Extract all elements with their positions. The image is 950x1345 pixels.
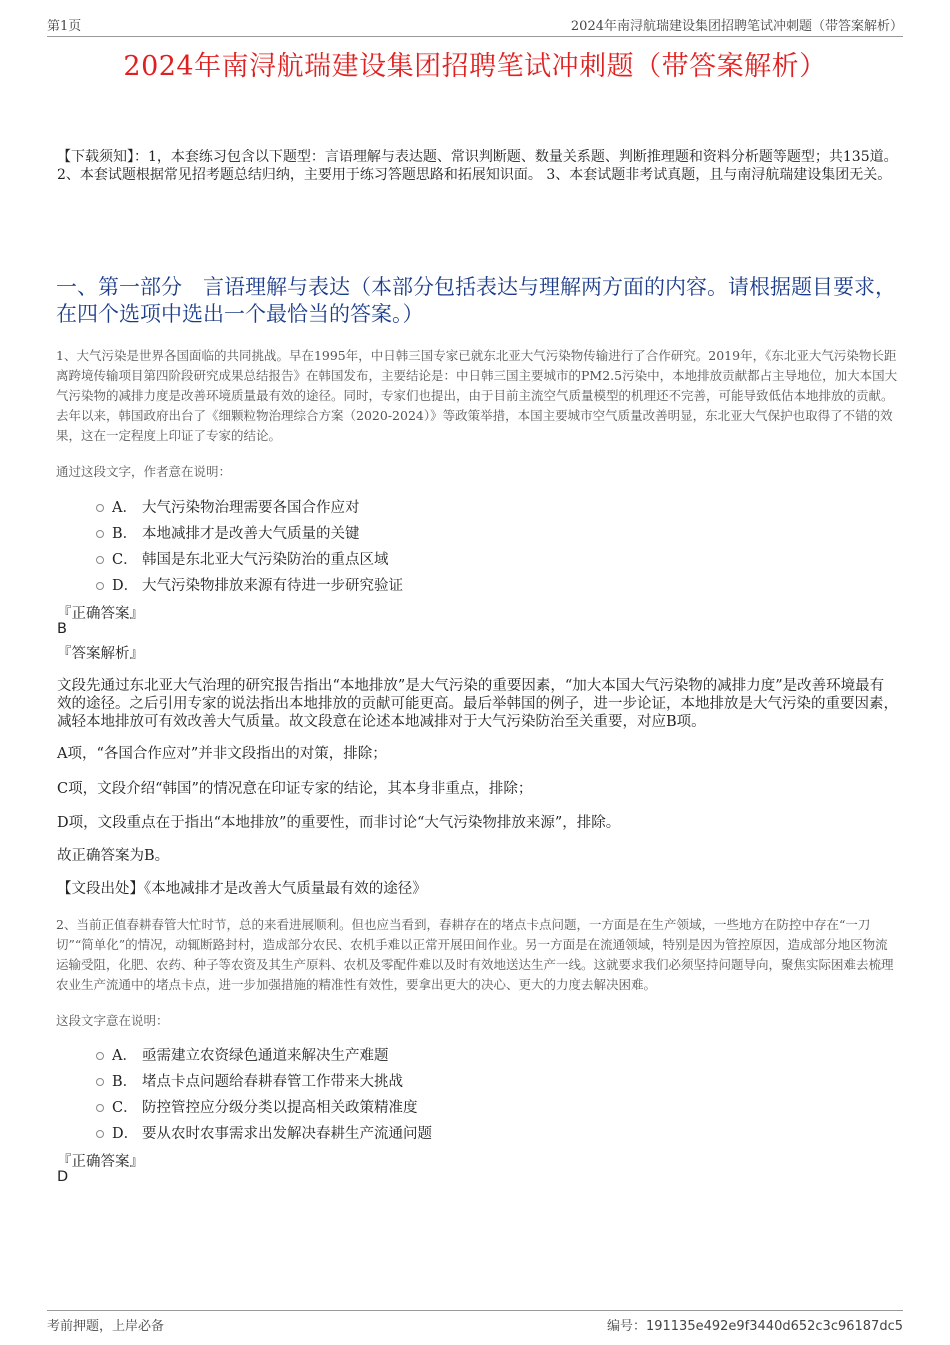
option-a[interactable]: A． 大气污染物治理需要各国合作应对 <box>96 493 403 519</box>
answer-label: 『正确答案』 <box>57 1154 144 1170</box>
analysis-conclusion: 故正确答案为B。 <box>57 848 170 864</box>
analysis-line-d: D项，文段重点在于指出“本地排放”的重要性，而非讨论“大气污染物排放来源”，排除。 <box>57 815 621 831</box>
option-c[interactable]: C． 韩国是东北亚大气污染防治的重点区域 <box>96 545 403 571</box>
question-1-options <box>96 493 403 597</box>
analysis-line-a: A项，“各国合作应对”并非文段指出的对策，排除； <box>57 746 387 762</box>
radio-icon[interactable] <box>96 504 104 512</box>
radio-icon[interactable] <box>96 582 104 590</box>
analysis-paragraph: 文段先通过东北亚大气治理的研究报告指出“本地排放”是大气污染的重要因素，“加大本国大气污染物的减排力度”是改善环境最有效的途径。之后引用专家的说法指出本地排放的贡献可能更高。最后举韩国的例子，进一步论证，本地排放是大气污染的重要因素，减轻本地排放可有效改善大气质量。故文段意在论述本地减排对于大气污染防治至关重要，对应B项。 <box>57 678 898 730</box>
section-heading: 一、第一部分 言语理解与表达（本部分包括表达与理解两方面的内容。请根据题目要求，在四个选项中选出一个最恰当的答案。） <box>56 275 896 326</box>
option-b[interactable]: B． 堵点卡点问题给春耕春管工作带来大挑战 <box>96 1067 432 1093</box>
header-doc-title: 2024年南浔航瑞建设集团招聘笔试冲刺题（带答案解析） <box>570 19 903 34</box>
footer-serial: 编号：191135e492e9f3440d652c3c96187dc5 <box>606 1319 903 1334</box>
answer-label: 『正确答案』 <box>57 606 144 622</box>
page-number: 第1页 <box>47 19 82 34</box>
question-1-stem: 通过这段文字，作者意在说明： <box>56 464 232 479</box>
option-a[interactable]: A． 亟需建立农资绿色通道来解决生产难题 <box>96 1041 432 1067</box>
download-notice: 【下载须知】：1，本套练习包含以下题型：言语理解与表达题、常识判断题、数量关系题、判断推理题和资料分析题等题型；共135道。 2、本套试题根据常见招考题总结归纳，主要用于练习答题思路和拓展知识面。 3、本套试题非考试真题，且与南浔航瑞建设集团无关。 <box>57 149 898 183</box>
radio-icon[interactable] <box>96 1104 104 1112</box>
page-footer <box>47 1310 903 1334</box>
footer-slogan: 考前押题，上岸必备 <box>47 1319 165 1334</box>
option-d[interactable]: D． 大气污染物排放来源有待进一步研究验证 <box>96 571 403 597</box>
document-title: 2024年南浔航瑞建设集团招聘笔试冲刺题（带答案解析） <box>123 51 827 82</box>
source-citation: 【文段出处】《本地减排才是改善大气质量最有效的途径》 <box>57 881 427 897</box>
question-2-stem: 这段文字意在说明： <box>56 1013 169 1028</box>
question-1-text: 1、大气污染是世界各国面临的共同挑战。早在1995年，中日韩三国专家已就东北亚大气污染物传输进行了合作研究。2019年，《东北亚大气污染物长距离跨境传输项目第四阶段研究成果总结报告》在韩国发布，主要结论是：中日韩三国主要城市的PM2.5污染中，本地排放贡献都占主导地位，加大本国大气污染物的减排力度是改善环境质量最有效的途径。同时，专家们也提出，由于目前主流空气质量模型的机理还不完善，可能导致低估本地排放的贡献。去年以来，韩国政府出台了《细颗粒物治理综合方案（2020-2024）》等政策举措，本国主要城市空气质量改善明显，东北亚大气保护也取得了不错的效果，这在一定程度上印证了专家的结论。 <box>56 348 898 443</box>
answer-value: B <box>57 621 67 637</box>
analysis-line-c: C项，文段介绍“韩国”的情况意在印证专家的结论，其本身非重点，排除； <box>57 781 533 797</box>
radio-icon[interactable] <box>96 530 104 538</box>
radio-icon[interactable] <box>96 1078 104 1086</box>
radio-icon[interactable] <box>96 1052 104 1060</box>
option-c[interactable]: C． 防控管控应分级分类以提高相关政策精准度 <box>96 1093 432 1119</box>
option-d[interactable]: D． 要从农时农事需求出发解决春耕生产流通问题 <box>96 1119 432 1145</box>
analysis-label: 『答案解析』 <box>57 646 144 662</box>
radio-icon[interactable] <box>96 1130 104 1138</box>
answer-value: D <box>57 1169 69 1185</box>
option-b[interactable]: B． 本地减排才是改善大气质量的关键 <box>96 519 403 545</box>
page-header <box>47 14 903 37</box>
question-2-options <box>96 1041 432 1145</box>
radio-icon[interactable] <box>96 556 104 564</box>
question-2-text: 2、当前正值春耕春管大忙时节，总的来看进展顺利。但也应当看到，春耕存在的堵点卡点问题，一方面是在生产领域，一些地方在防控中存在“一刀切”“简单化”的情况，动辄断路封村，造成部分农民、农机手难以正常开展田间作业。另一方面是在流通领域，特别是因为管控原因，造成部分地区物流运输受阻，化肥、农药、种子等农资及其生产原料、农机及零配件难以及时有效地送达生产一线。这就要求我们必须坚持问题导向，聚焦实际困难去梳理农业生产流通中的堵点卡点，进一步加强措施的精准性有效性，要拿出更大的决心、更大的力度去解决困难。 <box>56 917 894 992</box>
